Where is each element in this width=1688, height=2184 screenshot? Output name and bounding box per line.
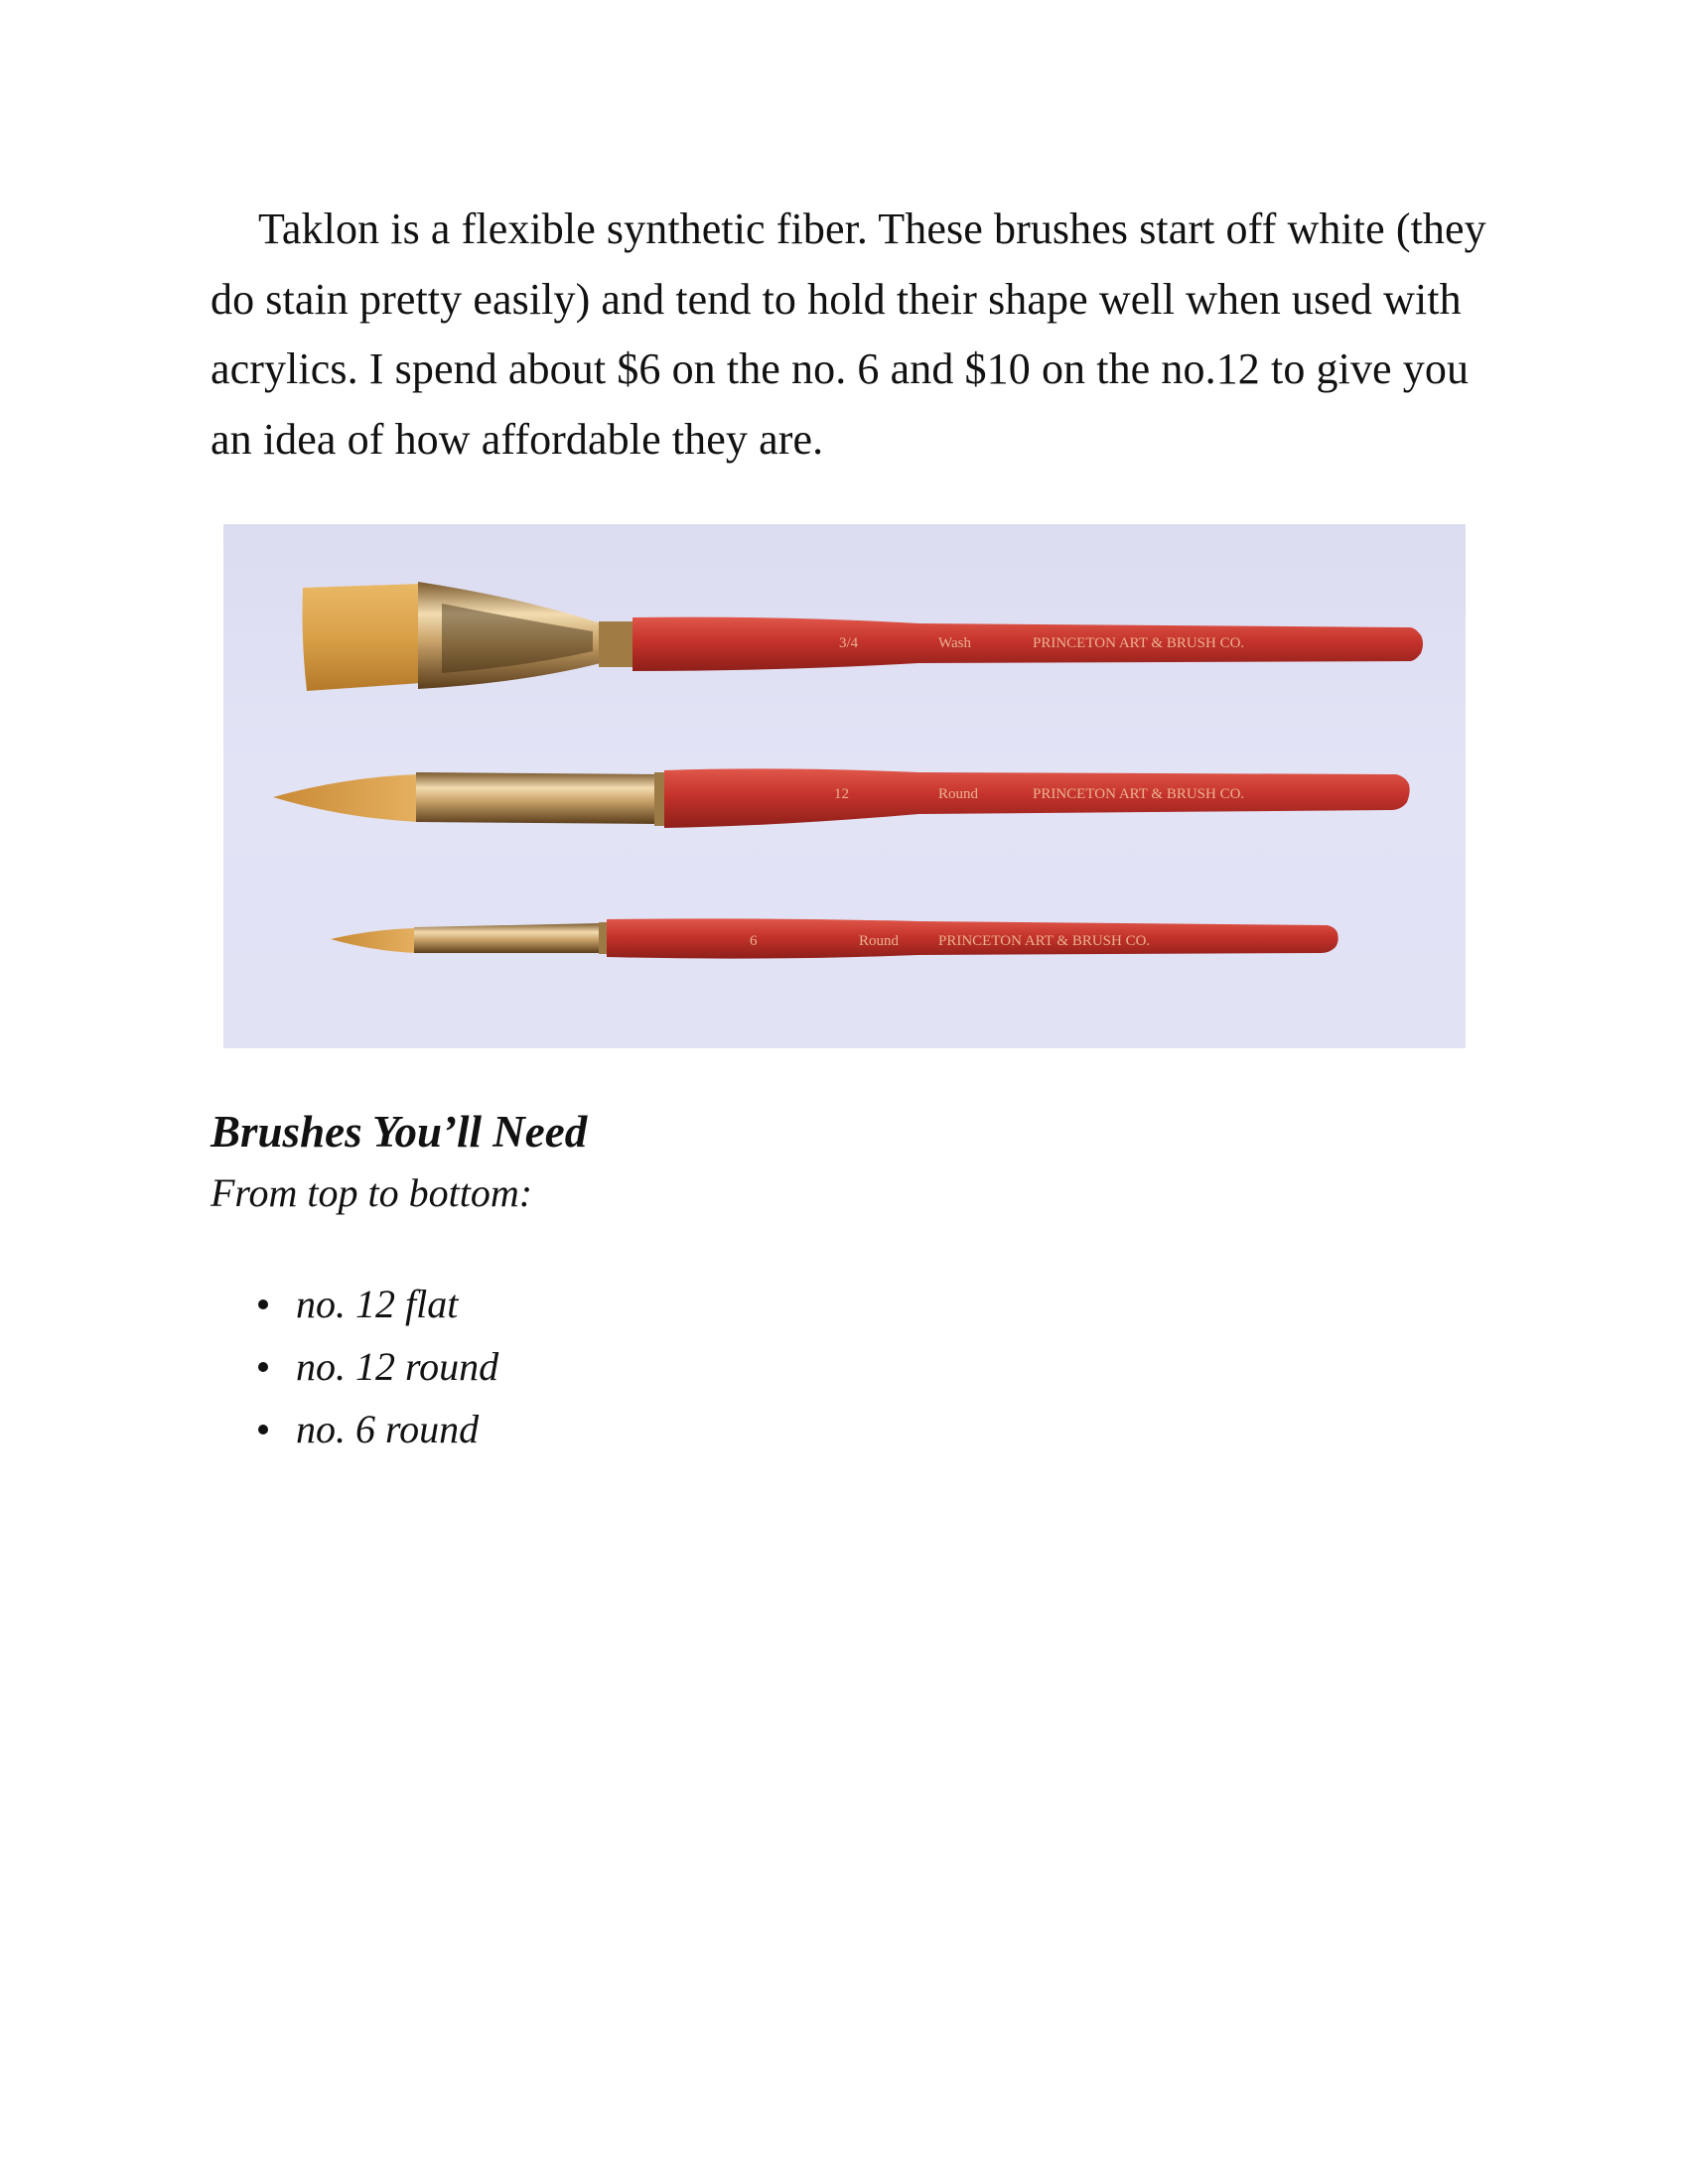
brushes-photo	[223, 524, 1466, 1048]
round-6-brush	[331, 918, 1338, 958]
round-12-brush	[273, 768, 1410, 828]
brushes-photo-illustration	[223, 524, 1466, 1048]
flat-wash-brush	[303, 582, 1424, 691]
bullet-icon	[258, 1299, 268, 1309]
svg-text:Wash: Wash	[938, 635, 971, 651]
brushes-subheading: From top to bottom:	[211, 1170, 533, 1215]
svg-text:Round: Round	[859, 933, 900, 949]
list-item-label: no. 12 round	[296, 1344, 499, 1389]
svg-text:12: 12	[834, 786, 849, 802]
bullet-icon	[258, 1362, 268, 1372]
brushes-heading: Brushes You’ll Need	[211, 1107, 588, 1157]
bullet-icon	[258, 1425, 268, 1434]
svg-text:Round: Round	[938, 786, 979, 802]
list-item-label: no. 12 flat	[296, 1282, 459, 1326]
svg-text:PRINCETON ART & BRUSH CO.: PRINCETON ART & BRUSH CO.	[1033, 635, 1245, 651]
svg-text:PRINCETON ART & BRUSH CO.: PRINCETON ART & BRUSH CO.	[1033, 786, 1245, 802]
list-item-label: no. 6 round	[296, 1407, 480, 1451]
svg-text:6: 6	[750, 933, 758, 949]
svg-text:3/4: 3/4	[839, 635, 859, 651]
intro-paragraph: Taklon is a flexible synthetic fiber. These brushes start off white (they do stain pretty easily) and tend to hold their shape well when used with acrylics. I spend about $6 on the no. 6 and $10 on the no.12 to give you an idea of how affordable they are.	[211, 205, 1486, 464]
svg-text:PRINCETON ART & BRUSH CO.: PRINCETON ART & BRUSH CO.	[938, 933, 1151, 949]
